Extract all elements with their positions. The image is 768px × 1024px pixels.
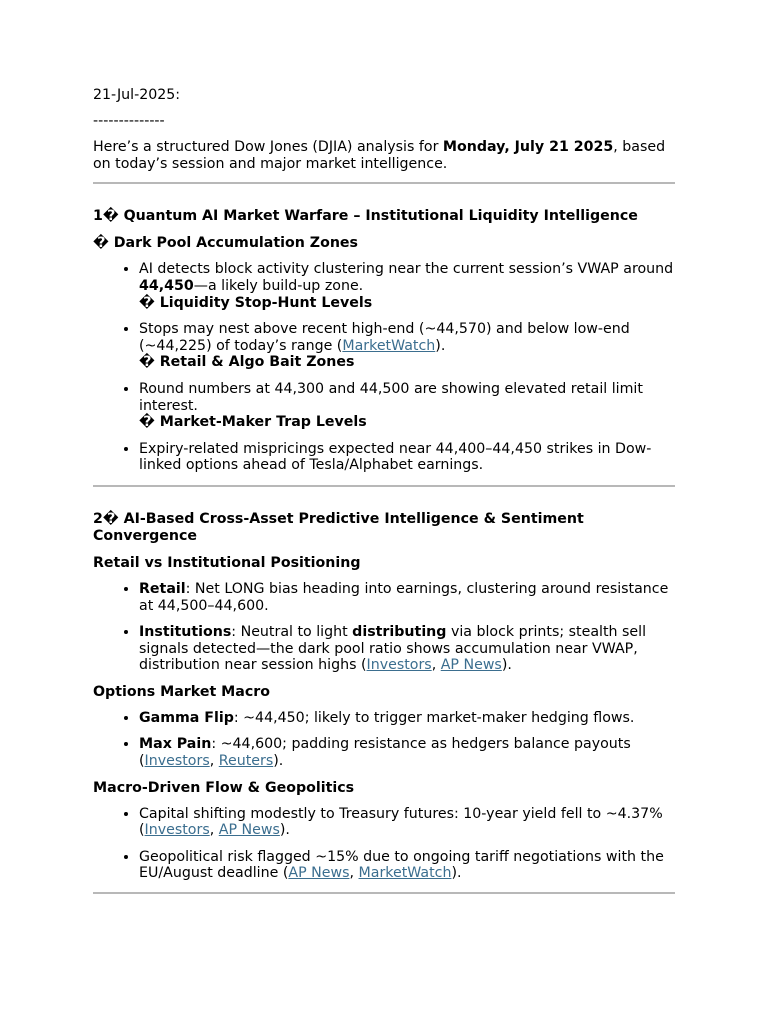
divider [93, 485, 675, 487]
text: Geopolitical risk flagged ~15% due to ongoing tariff negotiations with the EU/August deadline ( [139, 848, 664, 882]
text: via block prints; stealth sell signals detected—the dark pool ratio shows accumulation near VWAP, distribution near session highs ( [139, 624, 647, 674]
text: Expiry-related mispricings expected near 44,400–44,450 strikes in Dow-linked options ahead of Tesla/Alphabet earnings. [139, 440, 652, 474]
dark-pool-heading: � Dark Pool Accumulation Zones [93, 235, 359, 252]
text: ). [501, 657, 512, 674]
investors-link[interactable]: Investors [366, 657, 432, 674]
apnews-link[interactable]: AP News [288, 865, 350, 882]
text: , [209, 822, 219, 839]
text: —a likely build-up zone. [193, 277, 364, 294]
trap-levels-heading: � Market-Maker Trap Levels [139, 414, 367, 431]
gamma-flip-label: Gamma Flip [139, 709, 234, 726]
text: Round numbers at 44,300 and 44,500 are showing elevated retail limit interest. [139, 380, 643, 414]
options-list [93, 710, 675, 770]
section1-title: 1� Quantum AI Market Warfare – Institutional Liquidity Intelligence [93, 208, 638, 225]
list-item [139, 806, 675, 839]
institutions-label: Institutions [139, 624, 232, 641]
divider [93, 182, 675, 184]
positioning-heading: Retail vs Institutional Positioning [93, 554, 361, 571]
reuters-link[interactable]: Reuters [218, 753, 274, 770]
intro-paragraph [93, 139, 675, 172]
text: : Neutral to light [231, 624, 353, 641]
section2-title: 2� AI-Based Cross-Asset Predictive Intelligence & Sentiment Convergence [93, 510, 584, 544]
investors-link[interactable]: Investors [144, 753, 210, 770]
section1-list [93, 261, 675, 474]
bait-zones-heading: � Retail & Algo Bait Zones [139, 354, 355, 371]
document-page [93, 87, 675, 894]
text: : ~44,600; padding resistance as hedgers balance payouts ( [139, 736, 631, 770]
text: ). [435, 337, 446, 354]
intro-date-bold: Monday, July 21 2025 [442, 139, 614, 156]
options-heading: Options Market Macro [93, 683, 271, 700]
marketwatch-link[interactable]: MarketWatch [358, 865, 452, 882]
text: Stops may nest above recent high-end (~44,570) and below low-end (~44,225) of today’s range ( [139, 321, 630, 354]
list-item [139, 441, 675, 474]
stop-hunt-heading: � Liquidity Stop-Hunt Levels [139, 294, 373, 311]
date-line: 21-Jul-2025: [93, 87, 181, 103]
investors-link[interactable]: Investors [144, 822, 210, 839]
apnews-link[interactable]: AP News [218, 822, 280, 839]
list-item [139, 849, 675, 882]
dash-separator: -------------- [93, 112, 165, 129]
text: , [209, 753, 219, 770]
text: ). [273, 753, 284, 770]
list-item [139, 261, 675, 311]
macro-list [93, 806, 675, 882]
text: AI detects block activity clustering near the current session’s VWAP around [139, 261, 674, 278]
list-item [139, 381, 675, 431]
text: , [431, 657, 441, 674]
distributing-bold: distributing [352, 624, 447, 641]
macro-heading: Macro-Driven Flow & Geopolitics [93, 779, 355, 796]
marketwatch-link[interactable]: MarketWatch [342, 337, 436, 354]
text: : Net LONG bias heading into earnings, clustering around resistance at 44,500–44,600. [139, 580, 669, 614]
text: , [349, 865, 359, 882]
text: ). [451, 865, 462, 882]
intro-text-after: , based on today’s session and major market intelligence. [93, 139, 666, 172]
vwap-level: 44,450 [139, 277, 194, 294]
retail-label: Retail [139, 580, 186, 597]
list-item [139, 581, 675, 614]
max-pain-label: Max Pain [139, 736, 212, 753]
positioning-list [93, 581, 675, 674]
list-item [139, 321, 675, 371]
text: ). [279, 822, 290, 839]
intro-text-before: Here’s a structured Dow Jones (DJIA) analysis for [93, 139, 443, 156]
list-item [139, 710, 675, 727]
list-item [139, 624, 675, 674]
apnews-link[interactable]: AP News [440, 657, 502, 674]
list-item [139, 736, 675, 769]
text: : ~44,450; likely to trigger market-maker hedging flows. [233, 709, 635, 726]
divider [93, 892, 675, 894]
text: Capital shifting modestly to Treasury futures: 10-year yield fell to ~4.37% ( [139, 805, 663, 839]
